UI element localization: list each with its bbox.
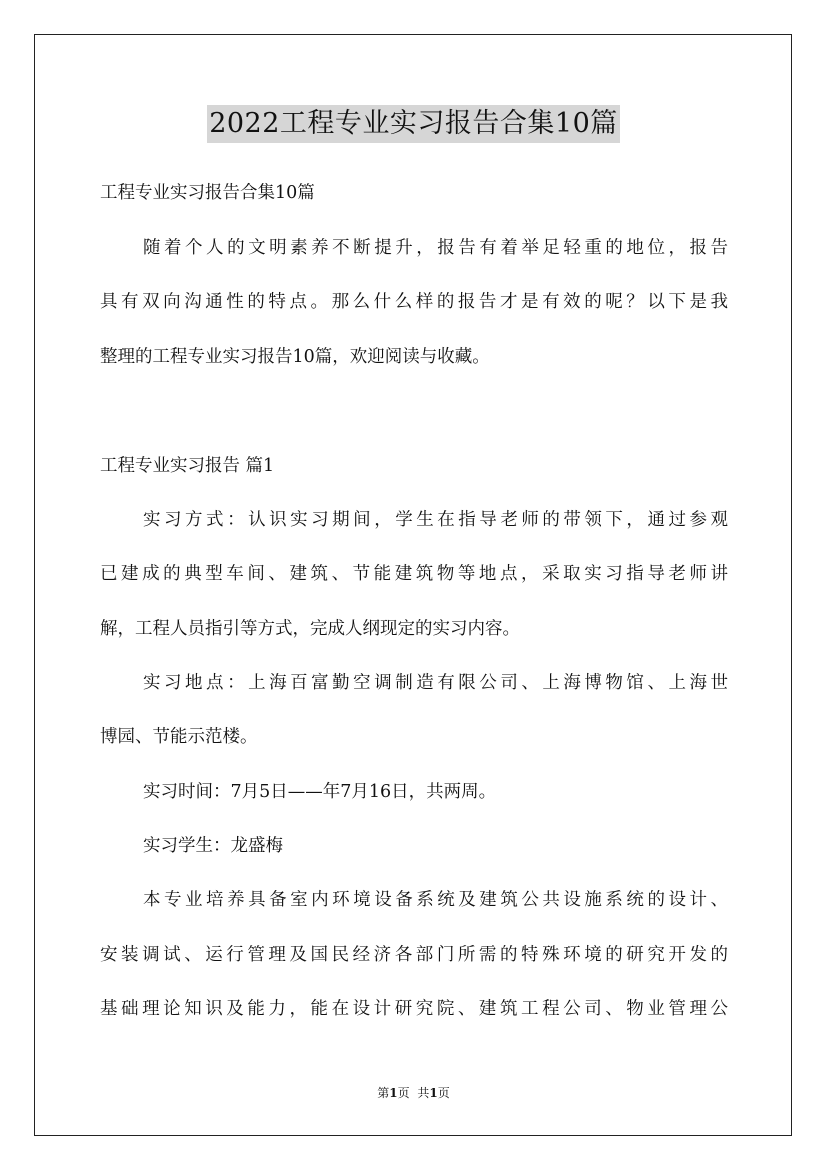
student-line: 实习学生：龙盛梅 [143,836,283,856]
page-label-suffix: 页 [397,1086,410,1100]
location-line-1: 实习地点：上海百富勤空调制造有限公司、上海博物馆、上海世 [143,673,728,693]
document-title [0,102,827,143]
location-line-2: 博园、节能示范楼。 [100,727,258,747]
page-number: 1 [389,1086,398,1100]
page-label-prefix: 第 [377,1086,390,1100]
major-line-3: 基础理论知识及能力，能在设计研究院、建筑工程公司、物业管理公 [100,999,728,1019]
method-line-2: 已建成的典型车间、建筑、节能建筑物等地点，采取实习指导老师讲 [100,564,728,584]
intro-line-3: 整理的工程专业实习报告10篇，欢迎阅读与收藏。 [100,347,490,367]
total-prefix: 共 [417,1086,430,1100]
major-line-2: 安装调试、运行管理及国民经济各部门所需的特殊环境的研究开发的 [100,945,728,965]
total-pages: 1 [429,1086,438,1100]
intro-line-2: 具有双向沟通性的特点。那么什么样的报告才是有效的呢？以下是我 [100,292,728,312]
method-line-1: 实习方式：认识实习期间，学生在指导老师的带领下，通过参观 [143,510,728,530]
document-subtitle: 工程专业实习报告合集10篇 [100,183,315,203]
page-footer [0,1085,827,1101]
document-title-text: 2022工程专业实习报告合集10篇 [207,105,620,143]
major-line-1: 本专业培养具备室内环境设备系统及建筑公共设施系统的设计、 [143,890,728,910]
total-suffix: 页 [437,1086,450,1100]
intro-line-1: 随着个人的文明素养不断提升，报告有着举足轻重的地位，报告 [143,238,728,258]
section-heading-1: 工程专业实习报告 篇1 [100,456,275,476]
method-line-3: 解，工程人员指引等方式，完成人纲现定的实习内容。 [100,619,520,639]
time-line: 实习时间：7月5日——年7月16日，共两周。 [143,782,497,802]
